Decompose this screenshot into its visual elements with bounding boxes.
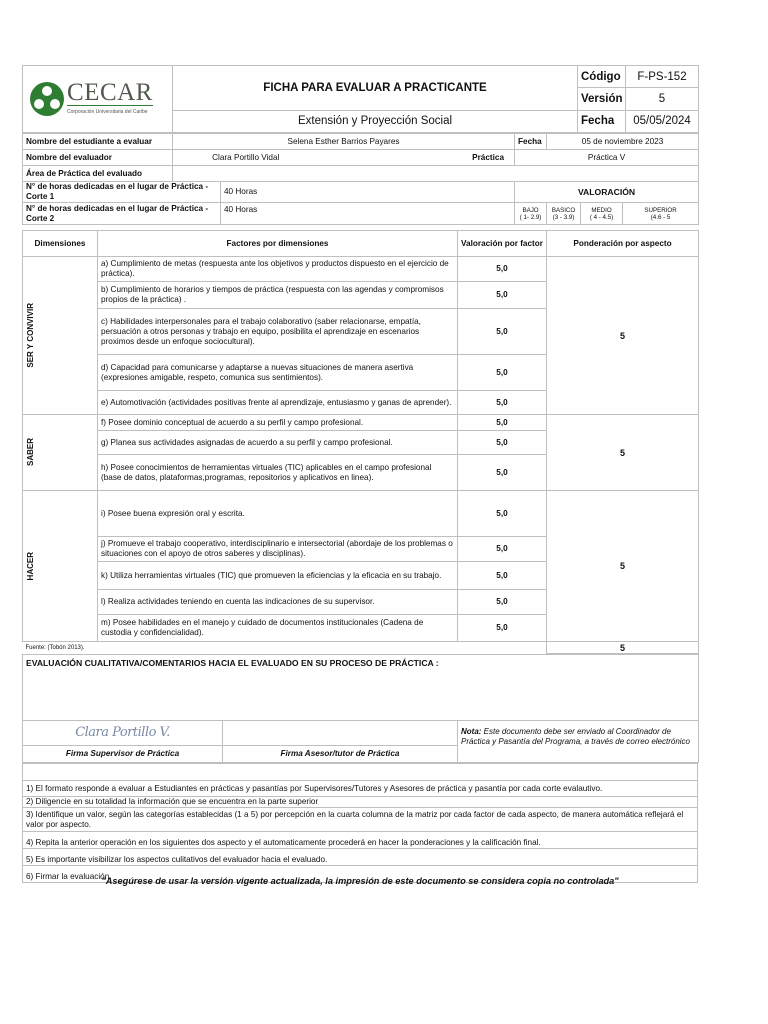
scale-superior: SUPERIOR (4.6 - 5 — [623, 203, 699, 225]
practica-value: Práctica V — [515, 150, 699, 166]
form-subtitle: Extensión y Proyección Social — [173, 110, 578, 132]
table-row — [23, 257, 699, 282]
value-b[interactable]: 5,0 — [458, 282, 547, 309]
value-e[interactable]: 5,0 — [458, 391, 547, 415]
ponderacion-saber: 5 — [547, 415, 699, 491]
factor-h: h) Posee conocimientos de herramientas virtuales (TIC) aplicables en el campo profesional (base de datos, plataformas,programas, repositorios y aplicativos en linea). — [98, 455, 458, 491]
value-c[interactable]: 5,0 — [458, 309, 547, 355]
value-j[interactable]: 5,0 — [458, 537, 547, 562]
student-name: Selena Esther Barrios Payares — [173, 134, 515, 150]
col-dimensiones: Dimensiones — [23, 231, 98, 257]
ponderacion-ser-convivir: 5 — [547, 257, 699, 415]
dimension-ser-convivir: SER Y CONVIVIR — [23, 257, 98, 415]
dimension-hacer: HACER — [23, 491, 98, 642]
value-g[interactable]: 5,0 — [458, 431, 547, 455]
cecar-logo — [23, 66, 172, 132]
factor-b: b) Cumplimiento de horarios y tiempos de práctica (respuesta con las agendas y compromisos propios de la práctica) . — [98, 282, 458, 309]
version-label: Versión — [578, 88, 626, 110]
factor-c: c) Habilidades interpersonales para el trabajo colaborativo (saber relacionarse, empatía, persuación a otros personas y trabajo en equipo, posibilita el aprendizaje en escenarios proximos desde un enfoque sociocultural). — [98, 309, 458, 355]
instructions-table — [22, 763, 698, 883]
table-row — [23, 415, 699, 431]
factor-d: d) Capacidad para comunicarse y adaptarse a nuevas situaciones de manera asertiva (expresiones amigable, respeto, comunica sus sentimientos). — [98, 355, 458, 391]
ponderacion-hacer: 5 — [547, 491, 699, 642]
area-value — [173, 166, 699, 182]
fecha-label: Fecha — [578, 110, 626, 132]
factor-m: m) Posee habilidades en el manejo y cuidado de documentos institucionales (Cadena de custodia y confidencialidad). — [98, 615, 458, 642]
instruction-4: 4) Repita la anterior operación en los siguientes dos aspecto y el automaticamente procederá en hacer la ponderaciones y la calificación final. — [23, 832, 698, 849]
factor-f: f) Posee dominio conceptual de acuerdo a su perfil y campo profesional. — [98, 415, 458, 431]
nota-text: Nota: Este documento debe ser enviado al Coordinador de Práctica y Pasantía del Programa, a través de correo electrónico — [458, 721, 699, 763]
logo-cell — [23, 66, 173, 133]
supervisor-signature[interactable]: Clara Portillo V. — [23, 721, 223, 746]
instruction-1: 1) El formato responde a evaluar a Estudiantes en prácticas y pasantías por Supervisores/Tutores y Asesores de práctica y pasantía por cada corte evalautivo. — [23, 781, 698, 797]
fecha-value: 05/05/2024 — [626, 110, 699, 132]
col-factores: Factores por dimensiones — [98, 231, 458, 257]
value-k[interactable]: 5,0 — [458, 562, 547, 590]
scale-basico: BASICO (3 - 3.9) — [547, 203, 581, 225]
date-label: Fecha — [515, 134, 547, 150]
hours2-value: 40 Horas — [221, 203, 515, 225]
logo-subtitle: Corporación Universitaria del Caribe — [67, 109, 148, 115]
table-row — [23, 491, 699, 537]
value-m[interactable]: 5,0 — [458, 615, 547, 642]
version-value: 5 — [626, 88, 699, 110]
col-ponderacion: Ponderación por aspecto — [547, 231, 699, 257]
evaluator-name: Clara Portillo Vidal — [173, 150, 319, 166]
date-value: 05 de noviembre 2023 — [547, 134, 699, 150]
scale-bajo: BAJO ( 1- 2.9) — [515, 203, 547, 225]
evaluation-form — [22, 65, 698, 883]
hours2-label: N° de horas dedicadas en el lugar de Práctica - Corte 2 — [23, 203, 221, 225]
factor-l: l) Realiza actividades teniendo en cuenta las indicaciones de su supervisor. — [98, 590, 458, 615]
footer-note: "Asegúrese de usar la versión vigente actualizada, la impresión de este documento se considera copia no controlada" — [101, 876, 619, 886]
codigo-value: F-PS-152 — [626, 66, 699, 88]
value-d[interactable]: 5,0 — [458, 355, 547, 391]
factor-j: j) Promueve el trabajo cooperativo, interdisciplinario e intersectorial (abordaje de los problemas o situaciones con el apoyo de otros saberes y disciplinas). — [98, 537, 458, 562]
factor-k: k) Utiliza herramientas virtuales (TIC) que promueven la eficiencias y la eficacia en su trabajo. — [98, 562, 458, 590]
header-table — [22, 65, 699, 133]
col-valoracion: Valoración por factor — [458, 231, 547, 257]
instruction-3: 3) Identifique un valor, según las categorías establecidas (1 a 5) por percepción en la cuarta columna de la matriz por cada factor de cada aspecto, de manera automática reflejará el valor por aspecto. — [23, 808, 698, 832]
factor-i: i) Posee buena expresión oral y escrita. — [98, 491, 458, 537]
value-a[interactable]: 5,0 — [458, 257, 547, 282]
factor-a: a) Cumplimiento de metas (respuesta ante los objetivos y productos dispuesto en el ejercicio de práctica). — [98, 257, 458, 282]
factor-g: g) Planea sus actividades asignadas de acuerdo a su perfil y campo profesional. — [98, 431, 458, 455]
hours1-label: N° de horas dedicadas en el lugar de Práctica - Corte 1 — [23, 182, 221, 203]
instruction-6: 6) Firmar la evaluación. — [23, 866, 698, 883]
firma-supervisor-label: Firma Supervisor de Práctica — [23, 746, 223, 763]
value-l[interactable]: 5,0 — [458, 590, 547, 615]
qualitative-title: EVALUACIÓN CUALITATIVA/COMENTARIOS HACIA EL EVALUADO EN SU PROCESO DE PRÁCTICA : — [23, 655, 699, 721]
total-score: 5 — [547, 642, 699, 654]
scale-medio: MEDIO ( 4 - 4.5) — [581, 203, 623, 225]
asesor-signature[interactable] — [223, 721, 458, 746]
evaluation-table — [22, 230, 699, 654]
valoracion-label: VALORACIÓN — [515, 182, 699, 203]
value-f[interactable]: 5,0 — [458, 415, 547, 431]
value-i[interactable]: 5,0 — [458, 491, 547, 537]
evaluator-label: Nombre del evaluador — [23, 150, 173, 166]
codigo-label: Código — [578, 66, 626, 88]
info-table — [22, 133, 699, 225]
area-label: Área de Práctica del evaluado — [23, 166, 173, 182]
logo-name: CECAR — [67, 79, 153, 106]
practica-label: Práctica — [319, 150, 515, 166]
form-title: FICHA PARA EVALUAR A PRACTICANTE — [173, 66, 578, 111]
student-label: Nombre del estudiante a evaluar — [23, 134, 173, 150]
value-h[interactable]: 5,0 — [458, 455, 547, 491]
instruction-5: 5) Es importante visibilizar los aspectos culitativos del evaluador hacia el evaluado. — [23, 849, 698, 866]
hours1-value: 40 Horas — [221, 182, 515, 203]
cecar-emblem-icon — [29, 81, 65, 117]
fuente-note: Fuente: (Tobón 2013). — [23, 642, 547, 654]
firma-asesor-label: Firma Asesor/tutor de Práctica — [223, 746, 458, 763]
factor-e: e) Automotivación (actividades positivas frente al aprendizaje, entusiasmo y ganas de aprender). — [98, 391, 458, 415]
instruction-2: 2) Diligencie en su totalidad la información que se encuentra en la parte superior — [23, 797, 698, 808]
qualitative-table — [22, 654, 699, 763]
dimension-saber: SABER — [23, 415, 98, 491]
